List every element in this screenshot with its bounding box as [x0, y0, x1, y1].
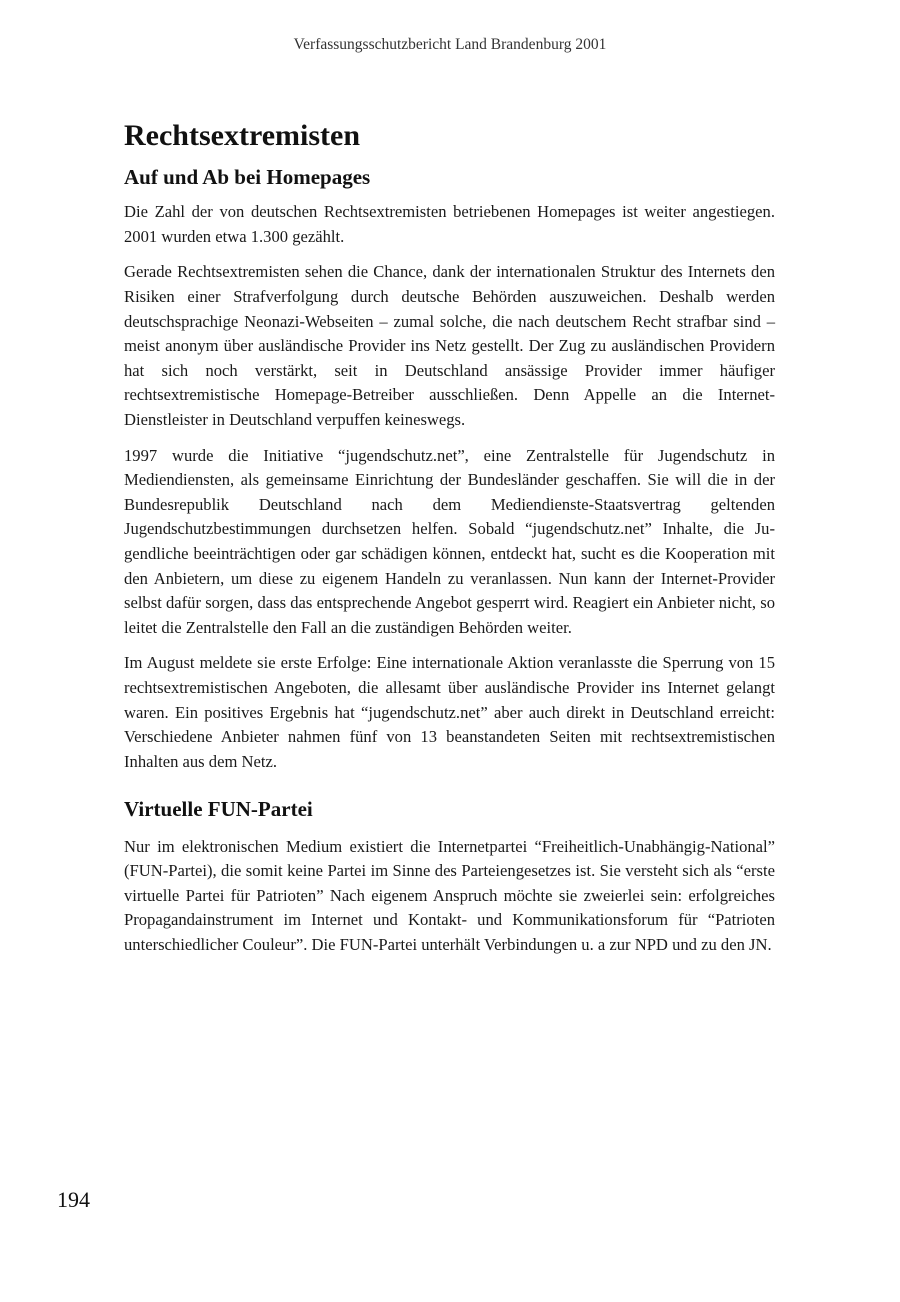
paragraph: Im August meldete sie erste Erfolge: Eine internationale Aktion veranlasste die Sperrung von 15 rechtsextremistischen Angeboten, die allesamt über ausländische Provider ins Internet gelangt waren. Ein positives Ergebnis hat “jugendschutz.net” aber auch direkt in Deutschland erreicht: Verschiedene Anbieter nahmen fünf von 13 beanstandeten Seiten mit rechtsextremistischen Inhalten aus dem Netz. [124, 653, 775, 771]
page-content [124, 118, 775, 969]
paragraph: 1997 wurde die Initiative “jugendschutz.net”, eine Zentralstelle für Jugendschutz in Mediendiensten, als gemeinsame Einrichtung der Bundesländer geschaffen. Sie will die in der Bundesrepublik Deutschland nach dem Mediendienste-Staatsvertrag geltenden Jugendschutzbestimmungen durchsetzen helfen. Sobald “jugendschutz.net” Inhalte, die Jugendliche beeinträchtigen oder gar schädigen können, entdeckt hat, sucht es die Kooperation mit den Anbietern, um diese zu eigenem Handeln zu veranlassen. Nun kann der Internet-Provider selbst dafür sorgen, dass das entsprechende Angebot gesperrt wird. Reagiert ein Anbieter nicht, so leitet die Zentralstelle den Fall an die zuständigen Behörden weiter. [124, 445, 775, 637]
running-header: Verfassungsschutzbericht Land Brandenburg 2001 [293, 36, 607, 53]
section-title-fun-partei: Virtuelle FUN-Partei [124, 797, 313, 822]
paragraph: Nur im elektronischen Medium existiert die Internetpartei “Freiheitlich-Unabhängig-National” (FUN-Partei), die somit keine Partei im Sinne des Parteiengesetzes ist. Sie versteht sich als “erste virtuelle Partei für Patrioten” Nach eigenem Anspruch möchte sie zweierlei sein: erfolgreiches Propagandainstrument im Internet und Kontakt- und Kommunikationsforum für “Patrioten unterschiedlicher Couleur”. Die FUN-Partei unterhält Verbindungen u. a zur NPD und zu den JN. [124, 836, 775, 954]
paragraph: Die Zahl der von deutschen Rechtsextremisten betriebenen Homepages ist weiter angestiegen. 2001 wurden etwa 1.300 gezählt. [124, 202, 775, 246]
chapter-title: Rechtsextremisten [124, 119, 361, 152]
page-number: 194 [57, 1187, 90, 1212]
section-title-homepages: Auf und Ab bei Homepages [124, 165, 371, 189]
paragraph: Gerade Rechtsextremisten sehen die Chance, dank der internationalen Struktur des Internets den Risiken einer Strafverfolgung durch deutsche Behörden auszuweichen. Deshalb werden deutschsprachige Neonazi-Webseiten – zumal solche, die nach deutschem Recht strafbar sind – meist anonym über ausländische Provider ins Netz gestellt. Der Zug zu ausländischen Providern hat sich noch verstärkt, seit in Deutschland ansässige Provider immer häufiger rechtsextremistische Homepage-Betreiber ausschließen. Denn Appelle an die Internet-Dienstleister in Deutschland verpuffen keineswegs. [124, 262, 775, 429]
